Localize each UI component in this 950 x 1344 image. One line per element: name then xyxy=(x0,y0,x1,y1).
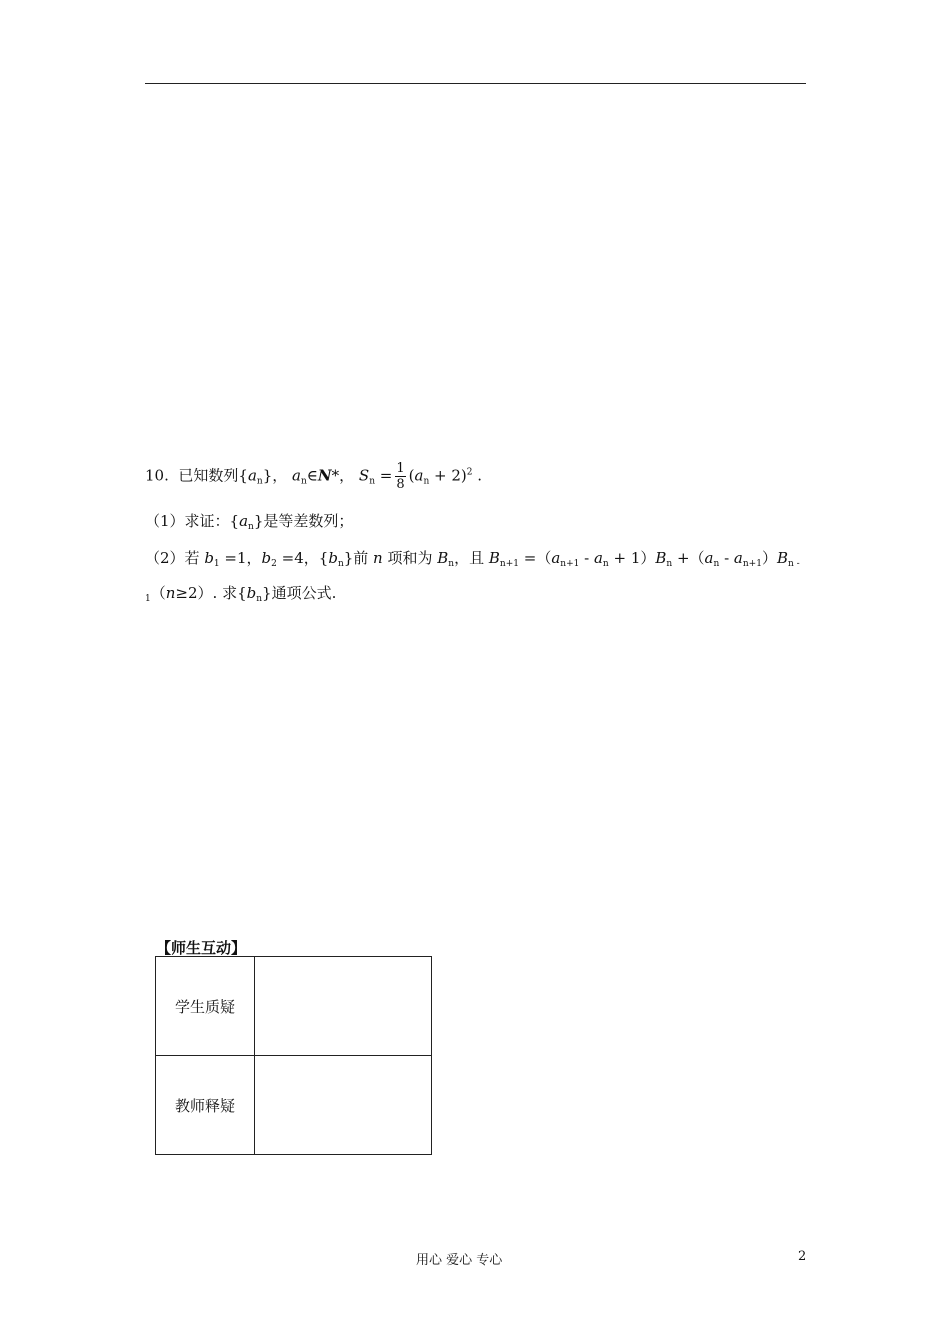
problem-part-2-continued: $_1$（n≥2）. 求$\{b_n\}$通项公式. xyxy=(145,584,337,604)
teacher-answers-answer-area[interactable] xyxy=(255,1056,432,1155)
problem-stem: 10. 已知数列$\{a_n\}$， $a_n\in N*$， $S_n$ = $\frac{1}{8}$ $(a_n + 2)^2$ . xyxy=(145,461,483,492)
fraction-one-eighth: $\frac{1}{8}$ xyxy=(396,461,405,492)
student-questions-answer-area[interactable] xyxy=(255,957,432,1056)
table-row xyxy=(156,1056,432,1155)
row-label-student-questions: 学生质疑 xyxy=(156,957,255,1056)
header-rule xyxy=(145,83,806,84)
page-number: 2 xyxy=(798,1249,807,1264)
footer-slogan: 用心 爱心 专心 xyxy=(416,1253,503,1268)
interaction-title: 【师生互动】 xyxy=(156,939,247,957)
interaction-table xyxy=(155,956,432,1155)
problem-part-2: （2）若 $b_1 =1$，$b_2 =4$，$\{b_n\}$前 n 项和为 $B_n$，且 $B_{n+1} =(a_{n+1} - a_n + 1)B_n +(a_n - a_{n+1})B_{n -}$ xyxy=(145,549,800,569)
row-label-teacher-answers: 教师释疑 xyxy=(156,1056,255,1155)
problem-part-1: （1）求证：$\{a_n\}$是等差数列； xyxy=(145,512,354,532)
table-row xyxy=(156,957,432,1056)
